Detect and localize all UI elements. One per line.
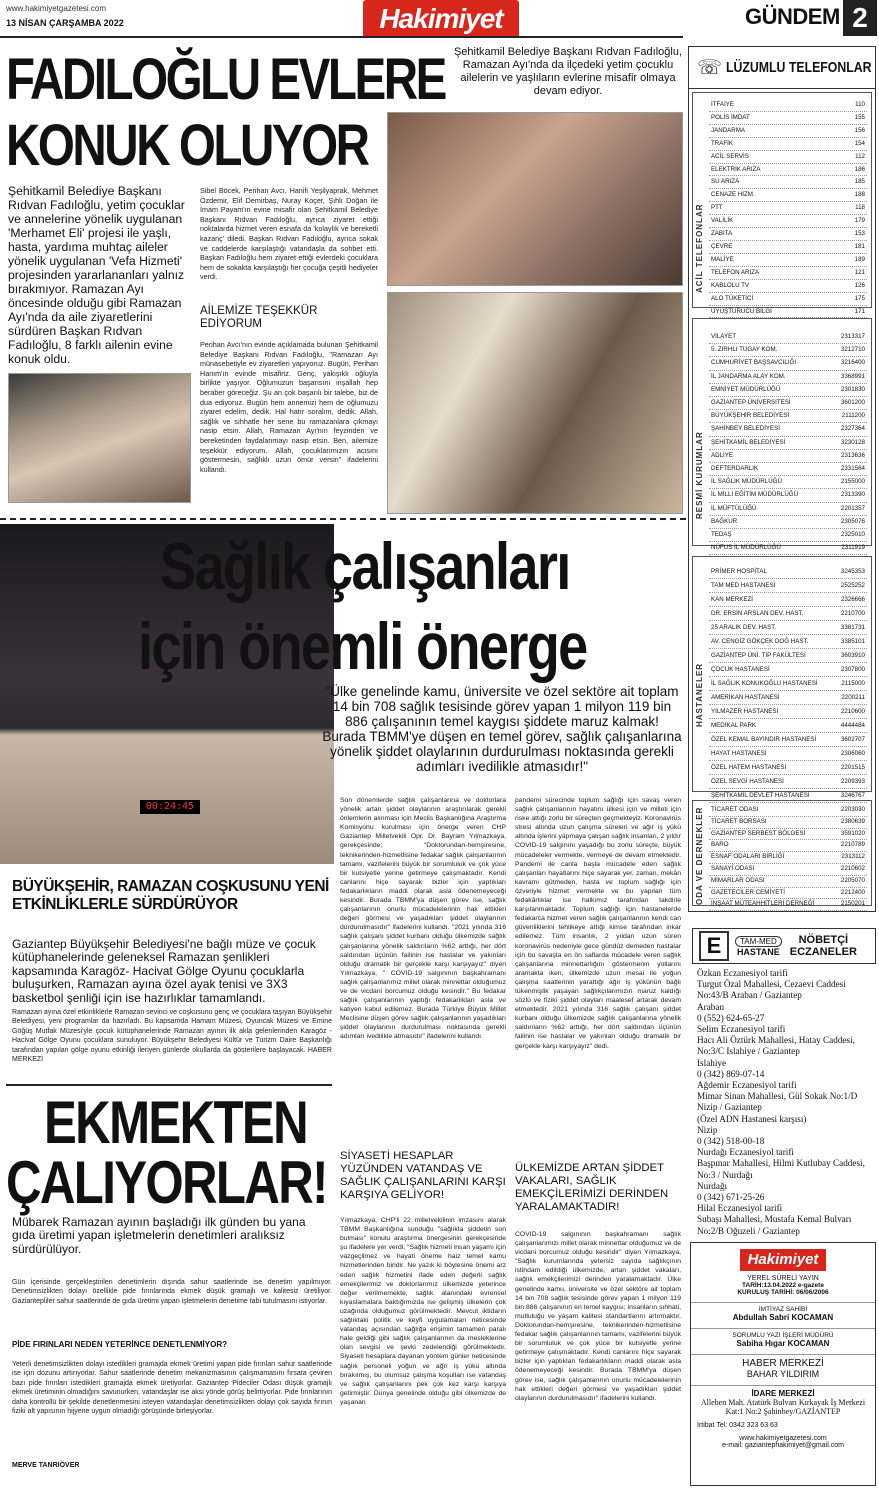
resmi-row-number: 2301830	[840, 385, 865, 393]
resmi-label: RESMİ KURUMLAR	[695, 431, 704, 519]
hastane-row	[709, 593, 867, 607]
resmi-row	[709, 516, 867, 529]
phones-title: LÜZUMLU TELEFONLAR	[726, 59, 872, 76]
header-date: 13 NİSAN ÇARŞAMBA 2022	[6, 18, 124, 28]
oda-row	[709, 876, 867, 888]
pharmacy-line: 0 (342) 518-00-18	[697, 1136, 765, 1147]
pharmacy-e-icon	[699, 931, 729, 961]
story4-subhead: PİDE FIRINLARI NEDEN YETERİNCE DENETLENMİYOR?	[12, 1340, 227, 1349]
tammed-block	[735, 936, 782, 957]
hastane-row-name: GAZİANTEP ÜNİ. TIP FAKÜLTESİ	[711, 652, 806, 659]
hastane-row-number: 3245353	[840, 568, 865, 575]
story4-body-2: Yeterli denetimsizlikten dolayı istedikleri gramajda ekmek üretimi yapan pide fırınları sahur saatlerinde ise için dozunu artırıyorlar. Sahur saatlerinde denetim mekanizmasının çalışmamasını fırsata çeviren bazı pide fırınları istedikleri gramajda ekmek üretiyorlar. Gaziantep Pideciler Odası düşük gramajlı ekmek üretiminin olmadığını savunurken, vatandaşlar ise aksi yönde görüş belirtiyorlar. Pide fırınlarının daha kontrollü bir şekilde denetlenmesini isteyen vatandaşlar denetimsizlikten dolayı çok sayıda fırının fiziki alt yapısının hijyene uygun olmadığı görüşünde birleşiyorlar.	[12, 1361, 332, 1416]
oda-row	[709, 899, 867, 911]
page-number	[843, 0, 877, 36]
acil-row-name: JANDARMA	[711, 126, 746, 134]
story2-col2: pandemi sürecinde toplum sağlığı için savaş veren sağlık çalışanlarının hayatını ülkesi için ve milleti için riske attığı zorlu bir süreçten geçmekteyiz. Koronavirüs stresi altında uzun çalışma süreleri ve ağır iş yükü altında işlerini yapmaya çalışan sağlık insanları, 2 yıldır COVID-19 salgınını yaşadığı bu zorlu süreçte, büyük mücadeleler vermekte, vermeye de devam etmektedir. Pandemi ile canla başla mücadele eden sağlık çalışanları hayatlarını hiçe sayarak yer, zaman, mekân kavramı gütmeden, hasta ve toplum sağlığı için özveriyle hizmet vermekte ve bu yapılan tüm fedakârlıklar ise halkımız tarafından takdirle karşılanmaktadır. Toplum sağlığı için hastanelerde fedakarca hizmet veren sağlık çalışanlarının kendi can güvenliklerini tehlikeye attığı kimse tarafından inkar edilemez. Tüm insanlık, 2 yıldan uzun süren koronavirüs nedeniyle gece gündüz demeden hastalar için bu savaşta en ön saflarda mücadele veren sağlık çalışanlarına minnettarlığını göstermenin yollarını aramakta iken, ülkemizde uzun mesai ile yoğun çalışma saatlerinin yarattığı ağır iş yükünün bağlı tükenmişlik yaşayan sağlıkçılarımızın maruz kaldığı sözlü ve fiziki şiddet olayları maalesef artarak devam etmektedir. 2021 yılında 316 sağlık çalışanı şiddet kurbanı olduğu ülkemizde sağlık çalışanlarına yönelik saldırıların %62 arttığı, her dört saldırıdan üçünün failinin ise hastalar ve yakınları olduğu dramatik bir gerçekle karşı karşıyayız" dedi.	[515, 797, 681, 1050]
resmi-row-number: 2305076	[840, 517, 865, 525]
resmi-row-name: NÜFUS İL MÜDÜRLÜĞÜ	[711, 544, 781, 552]
resmi-row-number: 2111200	[841, 412, 865, 420]
story4-title-1: EKMEKTEN	[44, 1089, 307, 1156]
hastane-row-number: 3381731	[840, 624, 865, 631]
resmi-row-name: İL JANDARMA ALAY KOM.	[711, 372, 786, 380]
oda-row-number: 2313112	[841, 853, 865, 861]
masthead-editor: Sabiha Hıgar KOCAMAN	[736, 1339, 830, 1348]
resmi-row	[709, 410, 867, 423]
hastane-row	[709, 761, 867, 775]
acil-row-number: 112	[855, 152, 865, 160]
masthead-hq-label: İDARE MERKEZİ	[691, 1385, 875, 1398]
acil-label: ACİL TELEFONLAR	[695, 203, 704, 293]
hastane-row-name: AMERİKAN HASTANESİ	[711, 694, 780, 701]
divider	[0, 518, 686, 520]
hastane-row-name: PRİMER HOSPİTAL	[711, 568, 767, 575]
acil-row-number: 185	[854, 178, 865, 186]
acil-row-number: 156	[854, 126, 865, 134]
section-title: GÜNDEM	[745, 4, 840, 29]
hastane-row-name: TAM MED HASTANESİ	[711, 582, 776, 589]
pharmacy-line: Özkan Eczanesiyol tarifi	[697, 968, 788, 978]
oda-label: ODA VE DERNEKLER	[695, 806, 704, 905]
acil-row-number: 126	[854, 281, 865, 289]
hastane-row-name: ŞEHİTKAMİL DEVLET HASTANESİ	[711, 792, 810, 799]
story2-quote: "Ülke genelinde kamu, üniversite ve özel sektöre ait toplam 14 bin 708 sağlık tesisinde görev yapan 1 milyon 119 bin 886 çalışanının temel kaygısı şiddete maruz kalmak! Burada TBMM'ye düşen en temel görev, sağlık çalışanlarına yönelik şiddet olaylarının durdurulması noktasında gerekli adımları ivedilikle atmasıdır!"	[322, 684, 682, 774]
acil-row	[709, 241, 867, 254]
phone-icon: ☏	[697, 57, 723, 79]
resmi-row	[709, 489, 867, 502]
pharmacy-line: 0 (342) 869-07-14	[697, 1068, 765, 1079]
resmi-row-name: ŞEHİTKAMİL BELEDİYESİ	[711, 438, 786, 446]
story2-title-2: için önemli önerge	[138, 609, 587, 683]
acil-row-number: 171	[854, 307, 865, 315]
resmi-row-name: 5. ZIRHLI TUGAY KOM.	[711, 346, 778, 354]
hastane-row-name: YILMAZER HASTANESİ	[711, 708, 779, 715]
story1-title-2: KONUK OLUYOR	[6, 113, 368, 178]
resmi-row	[709, 371, 867, 384]
oda-row-name: İNŞAAT MÜTEAHHİTLERİ DERNEĞİ	[711, 900, 815, 908]
story3-title: BÜYÜKŞEHİR, RAMAZAN COŞKUSUNU YENİ ETKİNLİKLERLE SÜRDÜRÜYOR	[12, 878, 329, 913]
acil-row	[709, 99, 867, 112]
pharmacy-header	[692, 928, 876, 964]
resmi-row	[709, 529, 867, 542]
acil-row-name: İTFAİYE	[711, 101, 735, 108]
acil-list	[709, 99, 867, 318]
acil-row-name: ZABITA	[711, 230, 733, 238]
acil-row-name: MALİYE	[711, 255, 734, 263]
resmi-list	[709, 331, 867, 555]
speaker-clock	[140, 800, 200, 814]
oda-row-number: 2210602	[840, 864, 865, 872]
resmi-row-name: BAĞKUR	[711, 517, 738, 525]
acil-row-number: 175	[854, 294, 865, 302]
oda-row-number: 2150201	[840, 900, 865, 908]
story4-title-2: ÇALIYORLAR!	[6, 1149, 327, 1216]
resmi-row	[709, 357, 867, 370]
acil-row	[709, 189, 867, 202]
pharmacy-line: Nurdağı Eczanesiyol tarifi	[697, 1147, 794, 1158]
acil-row-number: 155	[854, 113, 865, 121]
hastane-row	[709, 663, 867, 677]
acil-row	[709, 176, 867, 189]
resmi-row-name: ADLİYE	[711, 451, 734, 459]
resmi-row-number: 3230128	[840, 438, 865, 446]
story2-col2b: COVID-19 salgınının başkahramanı sağlık çalışanlarımızı millet olarak minnettar olduğumuz ve de vicdani borcumuz olduğu kesindir" diyen Yılmazkaya, "Sağlık kurumlarında yetersiz sayıda sağlıkçının istihdam edildiği ülkemizde, artan şiddet vakaları, sağlık emekçilerimizi derinden yaralamaktadır. Ülke genelinde kamu, üniversite ve özel sektöre ait toplam 14 bin 708 sağlık tesisinde görev yapan 1 milyon 119 bin 886 çalışanının en temel kaygısı; insanların sıhhati, mutluluğu ve yaşam kalitesi standartlarını artırmaktır. Doktorundan-hemşiresine, teknikerinden-hizmetlisine fedakar sağlık çalışanlarının tamamı, vazifelerini büyük bir sorumluluk ve çok yüce bir kutsiyetle yerine getirmeye çalışmaktadır. Kendi canlarını hiçe sayarak bizler için yaptıkları fedakarlıkların maddi olarak asla ödenemeyeceği kesindir. Burada TBMM'ya düşen görev ise, sağlık çalışanlarının onurlu mücadelelerinin hak ettikleri değeri görmesi ve yaşadıkları şiddet olaylarının durdurulmasıdır" ifadelerini kullandı.	[515, 1231, 681, 1402]
hastane-row	[709, 733, 867, 747]
tammed-label: TAM-MED	[735, 936, 782, 947]
hastane-list	[709, 565, 867, 803]
resmi-row	[709, 344, 867, 357]
header-rule	[0, 36, 683, 38]
masthead-box	[690, 1242, 876, 1486]
phones-header	[689, 47, 875, 89]
story1-photo-2	[387, 292, 683, 514]
resmi-row-number: 2201357	[840, 504, 865, 512]
masthead-hq: Alleben Mah. Atatürk Bulvarı Kırkayak İş Merkezi Kat:1 No:2 Şahinbey/GAZİANTEP	[700, 1398, 866, 1416]
resmi-row-number: 3601200	[840, 399, 865, 407]
acil-row-name: TELEFON ARIZA	[711, 268, 760, 276]
acil-row-name: CENAZE HİZM.	[711, 191, 755, 199]
resmi-row	[709, 437, 867, 450]
hastane-row-number: 3385101	[840, 638, 865, 645]
resmi-row-number: 2311919	[841, 544, 865, 552]
masthead-logo	[740, 1249, 826, 1271]
resmi-row-number: 2313317	[840, 333, 865, 340]
pharmacy-line: Nurdağı	[697, 1180, 728, 1191]
acil-row	[709, 202, 867, 215]
resmi-row-number: 3368991	[840, 372, 865, 380]
masthead-type: YEREL SÜRELİ YAYIN	[747, 1275, 819, 1282]
masthead-logo-text: Hakimiyet	[747, 1251, 819, 1268]
pharmacy-list	[697, 968, 875, 1237]
resmi-row	[709, 450, 867, 463]
resmi-row-number: 2327364	[840, 425, 865, 433]
acil-row-name: UYUŞTURUCU BİLGİ	[711, 307, 772, 315]
resmi-row	[709, 476, 867, 489]
hastane-row-number: 2209393	[840, 778, 865, 785]
hastane-row-number: 2326666	[840, 596, 865, 603]
pharmacy-line: Nizip	[697, 1124, 718, 1135]
hastane-row-number: 2200211	[841, 694, 865, 701]
acil-row	[709, 112, 867, 125]
hastane-row-name: 25 ARALIK DEV. HAST.	[711, 624, 777, 631]
pharmacy-line: Subaşı Mahallesi, Mustafa Kemal Bulvarı No:2/B Oğuzeli / Gaziantep	[697, 1214, 852, 1236]
hastane-row-name: İL SAĞLIK KONUKOĞLU HASTANESİ	[711, 680, 818, 687]
pharmacy-line: Selim Eczanesiyol tarifi	[697, 1024, 786, 1035]
resmi-row	[709, 463, 867, 476]
oda-row-number: 2203030	[840, 806, 865, 813]
resmi-row-number: 3212710	[840, 346, 865, 354]
oda-row	[709, 817, 867, 829]
pharmacy-line: Turgut Özal Mahallesi, Cezaevi Caddesi No:43/B Araban / Gaziantep	[697, 979, 846, 1001]
masthead-email: e-mail: gaziantephakimiyet@gmail.com	[722, 1442, 844, 1449]
oda-row	[709, 852, 867, 864]
hastane-row	[709, 775, 867, 789]
resmi-row-name: DEFTERDARLIK	[711, 465, 759, 473]
story1-deck: Şehitkamil Belediye Başkanı Rıdvan Fadıloğlu, Ramazan Ayı'nda da ilçedeki yetim çocuklu ailelerin ve yaşlıların evlerine misafir olmaya devam ediyor.	[453, 46, 683, 97]
nobetci-line-2: ECZANELER	[789, 946, 857, 958]
masthead-web: www.hakimiyetgazetesi.com	[739, 1435, 827, 1442]
hastane-row	[709, 565, 867, 579]
masthead-news: BAHAR YILDIRIM	[746, 1369, 820, 1379]
acil-row	[709, 151, 867, 164]
oda-row	[709, 805, 867, 817]
logo-text: Hakimiyet	[379, 3, 503, 34]
hastane-row	[709, 705, 867, 719]
story1-body-1: Sibel Böcek, Perihan Avcı, Hanifi Yeşilyaprak, Mehmet Özdemir, Elif Demirbaş, Nuray Koçer, Şıhlı Doğan ile İmam Payam'ın evine misafir olan Şehitkamil Belediye Başkanı Rıdvan Fadıloğlu, ayrıca ziyaret ettiği noktalarda hizmet veren esnafa da 'kolaylık ve bereketli kazanç' diledi. Başkan Rıdvan Fadıloğlu, ayrıca sokak ve caddelerde karşılaştığı vatandaşla da sohbet etti. Başkan Fadıloğlu hem ziyaret ettiği evlerdeki çocuklara hem de sokakta karşılaştığı her çocuğa çeşitli hediyeler verdi.	[200, 186, 378, 282]
resmi-row-name: CUMHURİYET BAŞSAVCILIĞI	[711, 359, 797, 367]
acil-row-number: 118	[855, 204, 865, 212]
hastane-box	[692, 556, 872, 799]
hastane-row-name: DR. ERSİN ARSLAN DEV. HAST.	[711, 610, 804, 617]
hastane-label-small: HASTANE	[736, 946, 780, 957]
acil-row-number: 186	[854, 165, 865, 173]
nobetci-block	[790, 934, 857, 958]
hastane-row	[709, 747, 867, 761]
story2-sub2: ÜLKEMİZDE ARTAN ŞİDDET VAKALARI, SAĞLIK EMEKÇİLERİMİZİ DERİNDEN YARALAMAKTADIR!	[515, 1162, 669, 1213]
oda-row-number: 2210789	[840, 841, 865, 849]
resmi-row-name: İL SAĞLIK MÜDÜRLÜĞÜ	[711, 478, 782, 486]
hastane-row-name: MEDİKAL PARK	[711, 722, 757, 729]
hastane-row	[709, 621, 867, 635]
oda-row-name: MİMARLAR ODASI	[711, 876, 765, 884]
acil-row-name: ACİL SERVİS	[711, 152, 749, 160]
acil-row-number: 121	[854, 268, 865, 276]
hastane-row	[709, 691, 867, 705]
header-url: www.hakimiyetgazetesi.com	[6, 4, 107, 13]
resmi-row	[709, 503, 867, 516]
acil-row	[709, 280, 867, 293]
hastane-row-number: 2210700	[840, 610, 865, 617]
hastane-row-number: 2307800	[840, 666, 865, 673]
acil-row-name: KABLOLU TV	[711, 281, 750, 289]
story2-col1: Son dönemlerde sağlık çalışanlarına ve doktorlara yönelik artan şiddet olaylarının araştırılarak gerekli önlemlerin alınması için Meclis Başkanlığına Araştırma Komisyonu kurulması için önerge veren CHP Gaziantep Milletvekili Opr. Dr. Bayram Yılmazkaya, gerekçesinde; "Doktorundan-hemşiresine, teknikerinden-hizmetlisine fedakar sağlık çalışanlarının tamamı, vazifelerini büyük bir sorumluluk ve çok yüce bir kutsiyetle yerine getirmeye çalışmaktadır. Kendi canlarını hiçe sayarak bizler için yaptıkları fedakarlıkların maddi olarak asla ödenemeyeceği kesindir. Burada TBMM'ya düşen görev ise, sağlık çalışanlarının onurlu mücadelelerinin hak ettikleri değeri görmesi ve yaşadıkları şiddet olaylarının durdurulmasıdır" ifadelerini kullandı. "2021 yılında 316 sağlık çalışanı şiddet kurbanı olduğu ülkemizde sağlık çalışanlarına yönelik saldırıların %62 arttığı, her dört saldırıdan üçünün failinin ise hastalar ve yakınları olduğu dramatik bir gerçekle karşı karşıyayız" diyen Yılmazkaya, " COVID-19 salgınının başkahramanı sağlık çalışanlarımız millet olarak minnettar olduğumuz ve de vicdani borcumuz olduğu kesindir." Bu fedakar sağlık çalışanlarının yaptığı fedakarlıkları asla ve katiyen kabul edilemez. Burada Türkiye Büyük Millet Meclisine düşen görev sağlık çalışanlarının yaşadıkları şiddet olaylarının durdurulması noktasında gerekli adımları ivedilikle atmasıdır" ifadelerini kullandı.	[340, 797, 506, 1041]
acil-row	[709, 228, 867, 241]
story4-byline: MERVE TANRIÖVER	[12, 1462, 80, 1469]
resmi-row	[709, 331, 867, 344]
story3-lead: Gaziantep Büyükşehir Belediyesi'ne bağlı müze ve çocuk kütüphanelerinde geleneksel Ramazan şenlikleri kapsamında Karagöz- Hacivat Gölge Oyunu çocuklarla buluşurken, Ramazan ayına özel ayak tenisi ve 3X3 basketbol şenliği için ise hazırlıklar tamamlandı.	[12, 937, 316, 1005]
oda-row	[709, 864, 867, 876]
oda-box	[692, 800, 872, 906]
story2-title-1: Sağlık çalışanları	[160, 529, 570, 603]
resmi-row-name: EMNİYET MÜDÜRLÜĞÜ	[711, 385, 781, 393]
acil-row	[709, 125, 867, 138]
hastane-row-number: 4444484	[840, 722, 865, 729]
acil-row	[709, 164, 867, 177]
acil-row	[709, 306, 867, 319]
masthead-editor-label: SORUMLU YAZI İŞLERİ MÜDÜRÜ	[691, 1328, 875, 1339]
hastane-row-name: ÖZEL SEVGİ HASTANESİ	[711, 778, 784, 785]
hastane-row-name: HAYAT HASTANESİ	[711, 750, 767, 757]
pharmacy-line: Ağdemir Eczanesiyol tarifi	[697, 1080, 797, 1091]
oda-row	[709, 888, 867, 900]
masthead-phone: İrtibat Tel: 0342 323 63 63	[697, 1422, 778, 1429]
story4-body: Gün içerisinde gerçekleştirilen denetimlerin dışında sahur saatlerinde ise denetim yapılmıyor. Denetimsizlikten dolayı özellikle pide fırınlarında ekmek düşük gramajlı ve kalitesiz üretiliyor. Gaziantepliler sahur saatlerinde de gıda üretimi yapan işletmelerin denetime tabi tutulmasını istiyorlar.	[12, 1279, 332, 1305]
oda-row-name: GAZİANTEP SERBEST BÖLGESİ	[711, 829, 806, 837]
resmi-row-number: 2313390	[840, 491, 865, 499]
acil-row-name: ÇEVRE	[711, 242, 733, 250]
hastane-row-number: 2201515	[840, 764, 865, 771]
resmi-row-name: VİLAYET	[711, 333, 736, 340]
hastane-row-name: KAN MERKEZİ	[711, 596, 753, 603]
pharmacy-line: Mimar Sinan Mahallesi, Gül Sokak No:1/D Nizip / Gaziantep	[697, 1091, 858, 1113]
acil-row-number: 153	[854, 230, 865, 238]
oda-row-name: ESNAF ODALARI BİRLİĞİ	[711, 853, 785, 861]
acil-row-number: 189	[854, 255, 865, 263]
hastane-row	[709, 649, 867, 663]
story1-lead: Şehitkamil Belediye Başkanı Rıdvan Fadıloğlu, yetim çocuklar ve annelerine yönelik uygulanan 'Merhamet Eli' projesi ile yaşlı, hasta, yardıma muhtaç aileler yönelik uygulanan 'Vefa Hizmeti' projesinden yararlananları yalnız bırakmıyor. Ramazan Ayı öncesinde olduğu gibi Ramazan Ayı'nda da aile ziyaretlerini sürdüren Başkan Rıdvan Fadıloğlu, 8 farklı ailenin evine konuk oldu.	[8, 184, 185, 366]
nobetci-line-1: NÖBETÇİ	[798, 934, 849, 946]
acil-row-number: 181	[854, 242, 865, 250]
acil-row-name: TRAFİK	[711, 139, 734, 147]
acil-row-name: ALO TÜKETİCİ	[711, 294, 754, 302]
hastane-row	[709, 635, 867, 649]
hastane-row-number: 2525252	[840, 582, 865, 589]
resmi-row-number: 2325010	[840, 531, 865, 539]
resmi-row-number: 3216400	[840, 359, 865, 367]
story4-lead: Mübarek Ramazan ayının başladığı ilk günden bu yana gıda üretimi yapan işletmelerin denetimleri aralıksız sürdürülüyor.	[12, 1215, 306, 1256]
acil-row	[709, 254, 867, 267]
resmi-row-name: TEDAŞ	[711, 531, 732, 539]
story3-rule	[6, 1084, 332, 1086]
oda-row	[709, 840, 867, 852]
pharmacy-line: Başpınar Mahallesi, Hilmi Kutlubay Caddesi, No:3 / Nurdağı	[697, 1158, 865, 1180]
masthead-founded: KURULUŞ TARİHİ: 06/06/2006	[737, 1289, 829, 1296]
masthead-news-label: HABER MERKEZİ	[691, 1354, 875, 1369]
acil-row	[709, 293, 867, 306]
pharmacy-line: Islahiye	[697, 1057, 727, 1068]
acil-row-name: ELEKTRİK ARIZA	[711, 165, 761, 173]
oda-row	[709, 829, 867, 841]
resmi-box	[692, 318, 872, 552]
acil-row	[709, 267, 867, 280]
resmi-row-name: ŞAHİNBEY BELEDİYESİ	[711, 425, 781, 433]
hastane-row-number: 3246767	[840, 792, 865, 799]
hastane-row-name: ÇOCUK HASTANESİ	[711, 666, 770, 673]
story1-photo-1	[387, 112, 683, 286]
hastane-row	[709, 607, 867, 621]
resmi-row-number: 2331564	[840, 465, 865, 473]
hastane-row-number: 2306060	[840, 750, 865, 757]
acil-row-number: 179	[854, 217, 865, 225]
clock-text: 00:24:45	[145, 801, 195, 812]
oda-row-number: 2205070	[840, 876, 865, 884]
acil-row-name: PTT	[711, 204, 723, 212]
hastane-row-name: AV. CENGİZ GÖKÇEK DOĞ HAST.	[711, 638, 809, 645]
acil-row-number: 154	[854, 139, 865, 147]
oda-row-name: GAZETECİLER CEMİYETİ	[711, 888, 785, 896]
hastane-row	[709, 719, 867, 733]
story2-sub1: SİYASETİ HESAPLAR YÜZÜNDEN VATANDAŞ VE SAĞLIK ÇALIŞANLARINI KARŞI KARŞIYA GELİYOR!	[340, 1150, 506, 1201]
story1-title-1: FADILOĞLU EVLERE	[6, 47, 445, 112]
hastane-row-name: ÖZEL KEMAL BAYINDIR HASTANESİ	[711, 736, 817, 743]
resmi-row-number: 2155000	[840, 478, 865, 486]
pharmacy-line: Araban	[697, 1001, 725, 1012]
story1-photo-3	[8, 373, 191, 503]
resmi-row-name: İL MİLLİ EĞİTİM MÜDÜRLÜĞÜ	[711, 491, 799, 499]
hastane-row-name: ÖZEL HATEM HASTANESİ	[711, 764, 787, 771]
hastane-row	[709, 677, 867, 691]
story3-body: Ramazan ayına özel etkinliklerle Ramazan sevinci ve coşkusunu genç ve çocuklara taşıyan Büyükşehir Belediyesi, yeni programlar da hazırladı. Bu kapsamda Hamam Müzesi, Oyuncak Müzesi ve Emine Göğüş Mutfak Müzesi'yle çocuk kütüphanelerinde Ramazan ayının ilk akla gelenlerinden Karagöz - Hacivat Gölge Oyunu çocuklara sunuluyor. Büyükşehir Belediyesi Kültür ve Turizm Daire Başkanlığı tarafından yapılan gölge oyunu etkinliği ileriyen günlerde okullarda da gösterilere başlayacak. HABER MERKEZİ	[12, 1009, 332, 1064]
resmi-row	[709, 423, 867, 436]
pharmacy-e-text: E	[706, 933, 722, 958]
page-number-text: 2	[852, 2, 868, 33]
story1-subhead: AİLEMİZE TEŞEKKÜR EDİYORUM	[200, 305, 318, 330]
acil-row	[709, 215, 867, 228]
story2-col1b: Yılmazkaya, CHP'li 22 milletvekilinin imzasını alarak TBMM Başkanlığına sunduğu "sağlıkta şiddetin son bulması" konulu araştırma önergesinin gerekçesinde şu ifadelere yer verdi; "Sağlık hizmeti insan yaşamı için vazgeçilmez ve hayati öneme haiz temel kamu hizmetlerinden biridir. Ne yazık ki böylesine önemi arz eden sağlık hizmetini ifade eden değerli sağlık emekçilerimiz ve doktorlarımız ülkemizde yeterince değer verilmemekte, sağlık alanındaki evrensel kıyaslamalara baktığımızda ise gelişmiş ülkelerin çok uzağında olduğumuz görülmektedir. Mevcut iktidarın sağlıktaki politik ve keyfi uygulamaları neticesinde vatandaş açısından sağlığa erişimin tamamen paralı hale geldiği gibi sağlık çalışanlarının da mesleklerine olan sevgisi ve şevki zedelendiği görülmektedir. Siyaseti hesaplara dayanan yöntem günler neticesinde sağlık personeli yoğun ve ağır iş yükü altında bırakılmış, bu olumsuz çalışma koşulları ise vatandaş ve sağlık çalışanlarını pek çok kez karşı karşıya getirmiştir. Dünya genelinde olduğu gibi ülkemizde de yaşanan	[340, 1217, 506, 1406]
oda-row-name: BARO	[711, 841, 729, 849]
pharmacy-line: Hacı Ali Öztürk Mahallesi, Hatay Caddesi, No:3/C Islahiye / Gaziantep	[697, 1035, 855, 1057]
resmi-row-number: 2313636	[840, 451, 865, 459]
pharmacy-line: (Özel ADN Hastanesi karşısı)	[697, 1113, 807, 1124]
oda-list	[709, 805, 867, 911]
pharmacy-line: 0 (552) 624-65-27	[697, 1012, 765, 1023]
oda-row-name: TİCARET BORSASI	[711, 817, 767, 825]
logo	[363, 0, 519, 38]
masthead-owner-label: İMTİYAZ SAHİBİ	[691, 1302, 875, 1313]
hastane-row-number: 2115000	[841, 680, 865, 687]
acil-row-number: 188	[854, 191, 865, 199]
acil-row-number: 110	[855, 101, 865, 108]
oda-row-number: 2380639	[840, 817, 865, 825]
acil-row-name: SU ARIZA	[711, 178, 740, 186]
hastane-row-number: 3602707	[840, 736, 865, 743]
story1-body-2: Perihan Avcı'nın evinde açıklamada bulunan Şehitkamil Belediye Başkanı Rıdvan Fadıloğlu, "Ramazan Ayı münasebetiyle ev ziyaretleri yapıyoruz. Bugün, Perihan Hanım'ın evinde misafiriz. Genç, yakışıklı oğluyla birlikte yaşıyor. Oğlumuzun başarısını inşallah hep beraber göreceğiz. Şu an çok başarılı bir talebe, biz de dua ediyoruz. Bugün hem annemizi hem de oğlumuzu ziyaret edelim, dedik. Hal hatır soralım, dedik. Allah, sağlık ve sıhhatle her sene bu ramazanlara çıkmayı nasip etsin. Allah, Ramazan Ayı'nın feyzinden ve bereketinden faydalanmayı nasip etsin. Ben, ailemize teşekkür ediyorum. Allah, çocuklarımızın acısını göstermesin, sağlıklı uzun ömür versin" ifadelerini kullandı.	[200, 340, 378, 474]
oda-row-number: 2212400	[840, 888, 865, 896]
oda-row-number: 3591020	[840, 829, 865, 837]
hastane-label: HASTANELER	[695, 662, 704, 727]
resmi-row-name: İL MÜFTÜLÜĞÜ	[711, 504, 757, 512]
hastane-row-number: 2210600	[840, 708, 865, 715]
pharmacy-line: 0 (342) 671-25-26	[697, 1192, 765, 1203]
resmi-row	[709, 542, 867, 555]
acil-row-name: VALİLİK	[711, 217, 734, 225]
resmi-row	[709, 384, 867, 397]
masthead-date: TARİH:13.04.2022 e-gazete	[742, 1282, 824, 1289]
acil-box	[692, 92, 872, 315]
hastane-row	[709, 579, 867, 593]
pharmacy-line: Hilal Eczanesiyol tarifi	[697, 1203, 783, 1214]
masthead-owner: Abdullah Sabri KOCAMAN	[732, 1313, 834, 1322]
acil-row-name: POLİS İMDAT	[711, 113, 750, 121]
oda-row-name: SANAYİ ODASI	[711, 864, 755, 872]
resmi-row-name: BÜYÜKŞEHİR BELEDİYESİ	[711, 412, 790, 420]
resmi-row	[709, 397, 867, 410]
resmi-row-name: GAZİANTEP ÜNİVERSİTESİ	[711, 399, 791, 407]
oda-row-name: TİCARET ODASI	[711, 806, 759, 813]
acil-row	[709, 138, 867, 151]
hastane-row-number: 3603910	[840, 652, 865, 659]
